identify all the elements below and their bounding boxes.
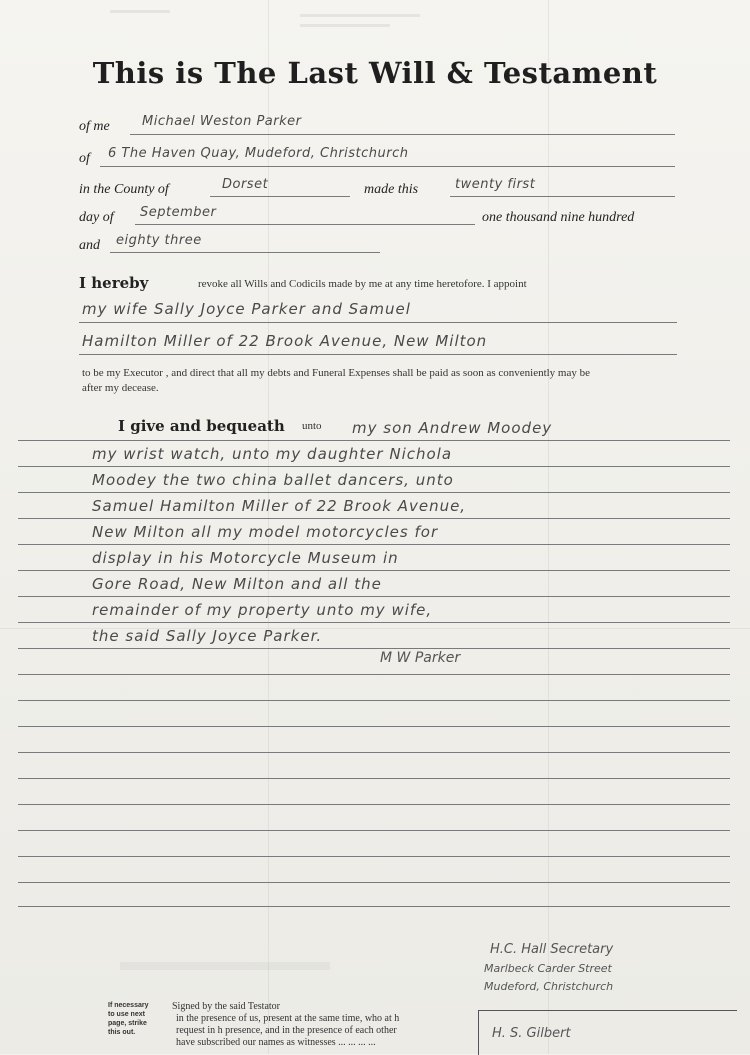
rule (130, 134, 675, 135)
label-and: and (79, 238, 100, 253)
executor-text-2: after my decease. (82, 382, 159, 394)
executor-line-1: my wife Sally Joyce Parker and Samuel (82, 300, 411, 318)
rule (18, 726, 730, 727)
rule (210, 196, 350, 197)
rule (110, 252, 380, 253)
bequest-line-7: Gore Road, New Milton and all the (92, 575, 382, 593)
rule (18, 778, 730, 779)
label-made-this: made this (364, 182, 419, 197)
label-of: of (79, 151, 90, 166)
bleed-mark (120, 962, 330, 970)
testator-address: 6 The Haven Quay, Mudeford, Christchurch (108, 146, 409, 161)
attestation-line-3: request in h presence, and in the presence of each other (176, 1025, 397, 1036)
bequest-line-5: New Milton all my model motorcycles for (92, 523, 439, 541)
revoke-text: revoke all Wills and Codicils made by me at any time heretofore. I appoint (198, 278, 527, 290)
witness-1-address-2: Mudeford, Christchurch (484, 980, 614, 993)
rule (79, 322, 677, 323)
bequest-line-4: Samuel Hamilton Miller of 22 Brook Avenue, (92, 497, 467, 515)
bleed-mark (110, 10, 170, 13)
rule (18, 518, 730, 519)
year-value: eighty three (116, 233, 202, 248)
document-title: This is The Last Will & Testament (92, 56, 658, 90)
testator-initials: M W Parker (380, 650, 461, 666)
label-of-me: of me (79, 119, 110, 134)
bequest-line-1: my son Andrew Moodey (352, 419, 553, 437)
fold-crease (548, 0, 549, 1054)
bequest-line-6: display in his Motorcycle Museum in (92, 549, 399, 567)
day-value: twenty first (455, 177, 536, 192)
bequest-line-8: remainder of my property unto my wife, (92, 601, 433, 619)
testator-name: Michael Weston Parker (142, 114, 302, 129)
rule (18, 544, 730, 545)
side-note-line: If necessary (108, 1002, 149, 1009)
bequest-line-9: the said Sally Joyce Parker. (92, 627, 323, 645)
rule (18, 492, 730, 493)
label-day-of: day of (79, 210, 114, 225)
label-year-prefix: one thousand nine hundred (482, 210, 635, 225)
attestation-line-2: in the presence of us, present at the same time, who at h (176, 1013, 400, 1024)
rule (100, 166, 675, 167)
rule (18, 906, 730, 907)
attestation-line-1: Signed by the said Testator (172, 1001, 280, 1012)
rule (18, 752, 730, 753)
side-note (108, 1001, 158, 1037)
county-value: Dorset (222, 177, 269, 192)
bequeath-unto: unto (302, 420, 322, 432)
bequest-line-3: Moodey the two china ballet dancers, unto (92, 471, 454, 489)
rule (18, 700, 730, 701)
bleed-mark (300, 24, 390, 27)
side-note-line: this out. (108, 1029, 136, 1036)
rule (18, 648, 730, 649)
rule (79, 354, 677, 355)
rule (18, 440, 730, 441)
rule (18, 570, 730, 571)
rule (18, 466, 730, 467)
executor-text-1: to be my Executor , and direct that all my debts and Funeral Expenses shall be paid as soon as conveniently may be (82, 367, 591, 379)
rule (18, 882, 730, 883)
witness-1-address-1: Marlbeck Carder Street (484, 962, 612, 975)
witness-1-name: H.C. Hall Secretary (490, 942, 614, 957)
hereby-heading: I hereby (79, 274, 149, 292)
bequest-line-2: my wrist watch, unto my daughter Nichola (92, 445, 453, 463)
executor-line-2: Hamilton Miller of 22 Brook Avenue, New Milton (82, 332, 488, 350)
rule (450, 196, 675, 197)
label-county: in the County of (79, 182, 169, 197)
rule (18, 622, 730, 623)
bequeath-heading: I give and bequeath (118, 417, 285, 435)
side-note-line: to use next (108, 1011, 145, 1018)
rule (18, 674, 730, 675)
rule (18, 804, 730, 805)
rule (18, 856, 730, 857)
rule (18, 830, 730, 831)
rule (135, 224, 475, 225)
bleed-mark (300, 14, 420, 17)
attestation-line-4: have subscribed our names as witnesses ... ... ... ... (176, 1037, 376, 1048)
rule (18, 596, 730, 597)
side-note-line: page, strike (108, 1020, 147, 1027)
witness-2-name: H. S. Gilbert (492, 1026, 571, 1041)
month-value: September (140, 205, 217, 220)
